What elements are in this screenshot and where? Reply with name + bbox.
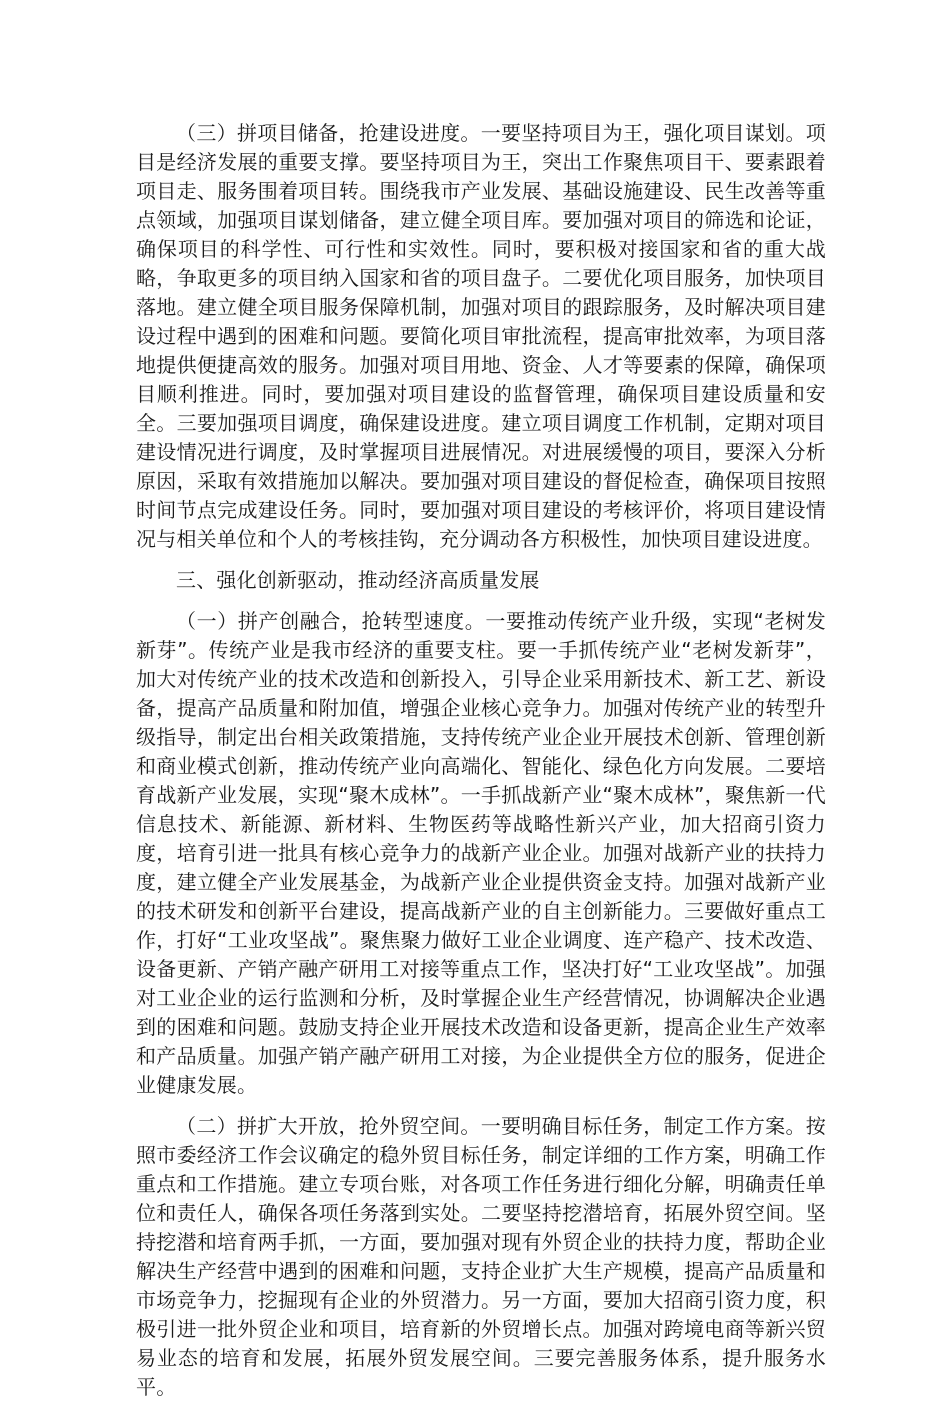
document-body <box>136 119 826 1402</box>
paragraph-foreign-trade: （二）拼扩大开放，抢外贸空间。一要明确目标任务，制定工作方案。按照市委经济工作会议确定的稳外贸目标任务，制定详细的工作方案，明确工作重点和工作措施。建立专项台账，对各项工作任务进行细化分解，明确责任单位和责任人，确保各项任务落到实处。二要坚持挖潜培育，拓展外贸空间。坚持挖潜和培育两手抓，一方面，要加强对现有外贸企业的扶持力度，帮助企业解决生产经营中遇到的困难和问题，支持企业扩大生产规模，提高产品质量和市场竞争力，挖掘现有企业的外贸潜力。另一方面，要加大招商引资力度，积极引进一批外贸企业和项目，培育新的外贸增长点。加强对跨境电商等新兴贸易业态的培育和发展，拓展外贸发展空间。三要完善服务体系，提升服务水平。 <box>136 1114 826 1399</box>
section-heading-innovation: 三、强化创新驱动，推动经济高质量发展 <box>176 568 540 592</box>
paragraph-project-reserve: （三）拼项目储备，抢建设进度。一要坚持项目为王，强化项目谋划。项目是经济发展的重要支撑。要坚持项目为王，突出工作聚焦项目干、要素跟着项目走、服务围着项目转。围绕我市产业发展、基础设施建设、民生改善等重点领域，加强项目谋划储备，建立健全项目库。要加强对项目的筛选和论证，确保项目的科学性、可行性和实效性。同时，要积极对接国家和省的重大战略，争取更多的项目纳入国家和省的项目盘子。二要优化项目服务，加快项目落地。建立健全项目服务保障机制，加强对项目的跟踪服务，及时解决项目建设过程中遇到的困难和问题。要简化项目审批流程，提高审批效率，为项目落地提供便捷高效的服务。加强对项目用地、资金、人才等要素的保障，确保项目顺利推进。同时，要加强对项目建设的监督管理，确保项目建设质量和安全。三要加强项目调度，确保建设进度。建立项目调度工作机制，定期对项目建设情况进行调度，及时掌握项目进展情况。对进展缓慢的项目，要深入分析原因，采取有效措施加以解决。要加强对项目建设的督促检查，确保项目按照时间节点完成建设任务。同时，要加强对项目建设的考核评价，将项目建设情况与相关单位和个人的考核挂钩，充分调动各方积极性，加快项目建设进度。 <box>136 121 826 551</box>
paragraph-industry-innovation: （一）拼产创融合，抢转型速度。一要推动传统产业升级，实现“老树发新芽”。传统产业是我市经济的重要支柱。要一手抓传统产业“老树发新芽”，加大对传统产业的技术改造和创新投入，引导企业采用新技术、新工艺、新设备，提高产品质量和附加值，增强企业核心竞争力。加强对传统产业的转型升级指导，制定出台相关政策措施，支持传统产业企业开展技术创新、管理创新和商业模式创新，推动传统产业向高端化、智能化、绿色化方向发展。二要培育战新产业发展，实现“聚木成林”。一手抓战新产业“聚木成林”，聚焦新一代信息技术、新能源、新材料、生物医药等战略性新兴产业，加大招商引资力度，培育引进一批具有核心竞争力的战新产业企业。加强对战新产业的扶持力度，建立健全产业发展基金，为战新产业企业提供资金支持。加强对战新产业的技术研发和创新平台建设，提高战新产业的自主创新能力。三要做好重点工作，打好“工业攻坚战”。聚焦聚力做好工业企业调度、连产稳产、技术改造、设备更新、产销产融产研用工对接等重点工作，坚决打好“工业攻坚战”。加强对工业企业的运行监测和分析，及时掌握企业生产经营情况，协调解决企业遇到的困难和问题。鼓励支持企业开展技术改造和设备更新，提高企业生产效率和产品质量。加强产销产融产研用工对接，为企业提供全方位的服务，促进企业健康发展。 <box>136 609 826 1097</box>
